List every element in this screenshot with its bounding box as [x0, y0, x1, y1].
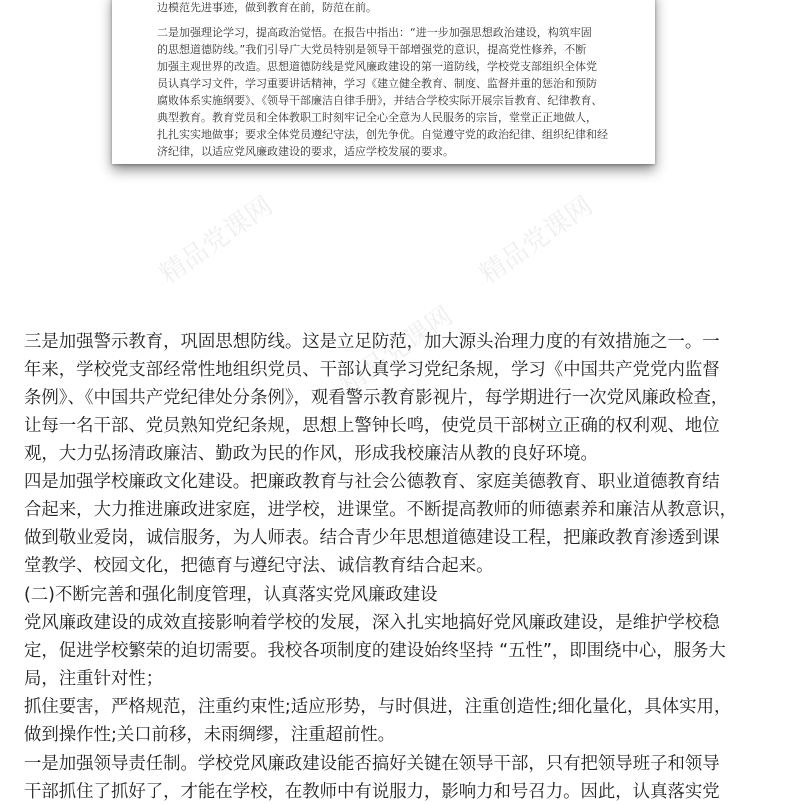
body-line: 条例》、《中国共产党纪律处分条例》，观看警示教育影视片，每学期进行一次党风廉政检查，: [24, 388, 729, 408]
preview-line: 边模范先进事迹，做到教育在前，防范在前。: [157, 1, 377, 14]
body-line: 做到敬业爱岗，诚信服务，为人师表。结合青少年思想道德建设工程，把廉政教育渗透到课: [24, 528, 720, 548]
watermark: 精品党课网: [334, 300, 459, 401]
body-line: 做到操作性;关口前移，未雨绸缪，注重超前性。: [24, 725, 396, 745]
section-heading: (二)不断完善和强化制度管理，认真落实党风廉政建设: [24, 585, 438, 605]
body-line: 干部抓住了抓好了，才能在学校，在教师中有说服力，影响力和号召力。因此，认真落实党: [24, 782, 720, 802]
preview-line: 济纪律，以适应党风廉政建设的要求，适应学校发展的要求。: [157, 145, 454, 158]
body-line: 局，注重针对性；: [24, 669, 164, 689]
body-line: 四是加强学校廉政文化建设。把廉政教育与社会公德教育、家庭美德教育、职业道德教育结: [24, 472, 720, 492]
body-line: 年来，学校党支部经常性地组织党员、干部认真学习党纪条规，学习《中国共产党党内监督: [24, 360, 720, 380]
preview-line: 典型教育。教育党员和全体教职工时刻牢记全心全意为人民服务的宗旨，堂堂正正地做人，: [157, 111, 597, 124]
body-line: 一是加强领导责任制。学校党风廉政建设能否搞好关键在领导干部，只有把领导班子和领导: [24, 754, 720, 774]
preview-line: 二是加强理论学习，提高政治觉悟。在报告中指出：“进一步加强思想政治建设，构筑牢固: [157, 26, 592, 39]
page-preview-card: [112, 0, 655, 164]
preview-line: 加强主观世界的改造。思想道德防线是党风廉政建设的第一道防线，学校党支部组织全体党: [157, 60, 597, 73]
preview-line: 的思想道德防线。”我们引导广大党员特别是领导干部增强党的意识，提高党性修养，不断: [157, 43, 587, 56]
watermark: 精品党课网: [154, 190, 279, 291]
body-line: 观，大力弘扬清政廉洁、勤政为民的作风，形成我校廉洁从教的良好环境。: [24, 444, 598, 464]
body-line: 合起来，大力推进廉政进家庭，进学校，进课堂。不断提高教师的师德素养和廉洁从教意识，: [24, 500, 738, 520]
preview-line: 扎扎实实地做事；要求全体党员遵纪守法，创先争优。自觉遵守党的政治纪律、组织纪律和经: [157, 128, 608, 141]
body-line: 党风廉政建设的成效直接影响着学校的发展，深入扎实地搞好党风廉政建设，是维护学校稳: [24, 613, 720, 633]
watermark: 精品党课网: [474, 190, 599, 291]
body-line: 让每一名干部、党员熟知党纪条规，思想上警钟长鸣，使党员干部树立正确的权利观、地位: [24, 416, 720, 436]
body-line: 定，促进学校繁荣的迫切需要。我校各项制度的建设始终坚持 “五性”，即围绕中心，服务大: [24, 641, 726, 661]
preview-line: 员认真学习文件，学习重要讲话精神，学习《建立健全教育、制度、监督并重的惩治和预防: [157, 77, 597, 90]
body-line: 抓住要害，严格规范，注重约束性;适应形势，与时俱进，注重创造性;细化量化，具体实用，: [24, 697, 732, 717]
body-line: 堂教学、校园文化，把德育与遵纪守法、诚信教育结合起来。: [24, 556, 494, 576]
body-line: 三是加强警示教育，巩固思想防线。这是立足防范，加大源头治理力度的有效措施之一。一: [24, 332, 720, 352]
preview-line: 腐败体系实施纲要》、《领导干部廉洁自律手册》，并结合学校实际开展宗旨教育、纪律教育、: [157, 94, 603, 107]
